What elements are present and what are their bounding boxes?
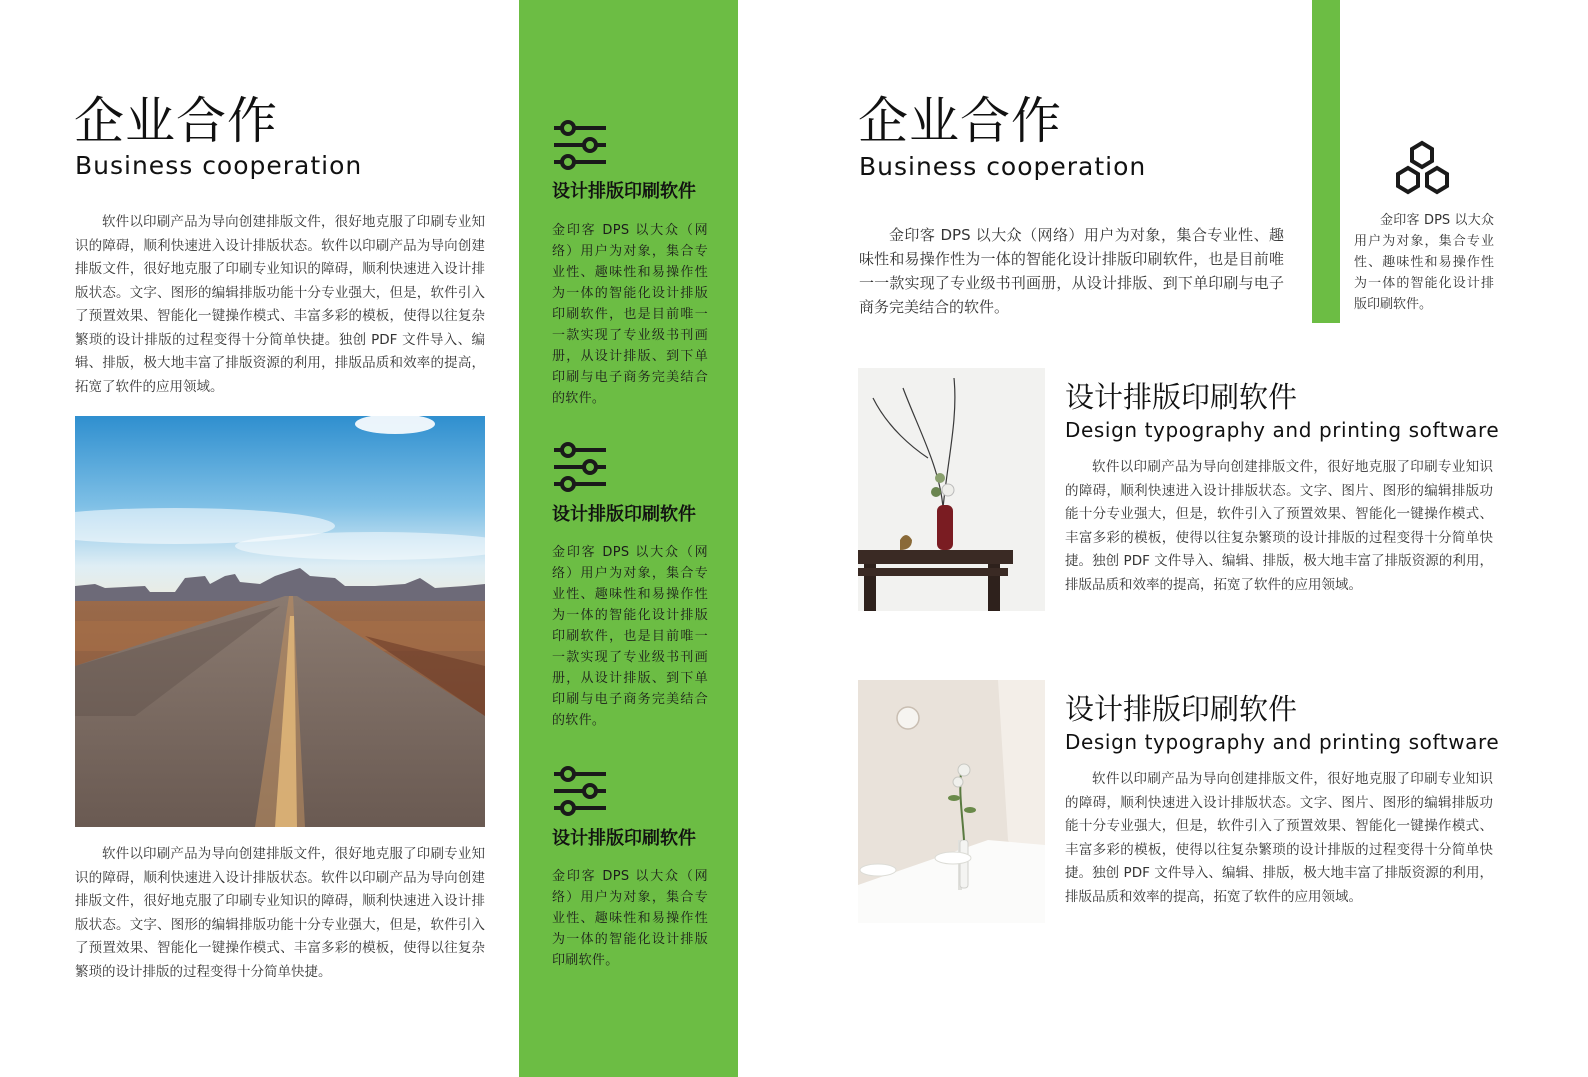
strip-item-text: 金印客 DPS 以大众（网络）用户为对象，集合专业性、趣味性和易操作性为一体的智能化设计排版印刷软件，也是目前唯一一款实现了专业级书刊画册，从设计排版、到下单印刷与电子商务完美结合的软件。 <box>552 545 708 728</box>
left-title-en: Business cooperation <box>75 151 363 180</box>
vase-table-photo <box>858 368 1045 611</box>
right-intro: 金印客 DPS 以大众（网络）用户为对象，集合专业性、趣味性和易操作性为一体的智能化设计排版印刷软件，也是目前唯一一款实现了专业级书刊画册，从设计排版、到下单印刷与电子商务完美结合的软件。 <box>859 226 1284 316</box>
right-accent-bar <box>1312 0 1340 323</box>
strip-item-title: 设计排版印刷软件 <box>552 828 696 849</box>
strip-item-title: 设计排版印刷软件 <box>552 504 696 525</box>
sliders-icon <box>552 118 610 174</box>
left-title-zh: 企业合作 <box>74 92 278 150</box>
desert-road-photo <box>75 416 485 827</box>
white-vase-photo <box>858 680 1045 923</box>
left-paragraph-1: 软件以印刷产品为导向创建排版文件，很好地克服了印刷专业知识的障碍，顺利快速进入设计排版状态。软件以印刷产品为导向创建排版文件，很好地克服了印刷专业知识的障碍，顺利快速进入设计排版状态。文字、图形的编辑排版功能十分专业强大，但是，软件引入了预置效果、智能化一键操作模式、丰富多彩的模板，使得以往复杂繁琐的设计排版的过程变得十分简单快捷。独创 PDF 文件导入、编辑、排版，极大地丰富了排版资源的利用，排版品质和效率的提高，拓宽了软件的应用领域。 <box>75 214 485 395</box>
feature-subtitle: Design typography and printing software <box>1065 730 1500 754</box>
feature-text: 软件以印刷产品为导向创建排版文件，很好地克服了印刷专业知识的障碍，顺利快速进入设计排版状态。文字、图片、图形的编辑排版功能十分专业强大，但是，软件引入了预置效果、智能化一键操作模式、丰富多彩的模板，使得以往复杂繁琐的设计排版的过程变得十分简单快捷。独创 PDF 文件导入、编辑、排版，极大地丰富了排版资源的利用，排版品质和效率的提高，拓宽了软件的应用领域。 <box>1065 459 1493 593</box>
sliders-icon <box>552 764 610 820</box>
feature-text: 软件以印刷产品为导向创建排版文件，很好地克服了印刷专业知识的障碍，顺利快速进入设计排版状态。文字、图片、图形的编辑排版功能十分专业强大，但是，软件引入了预置效果、智能化一键操作模式、丰富多彩的模板，使得以往复杂繁琐的设计排版的过程变得十分简单快捷。独创 PDF 文件导入、编辑、排版，极大地丰富了排版资源的利用，排版品质和效率的提高，拓宽了软件的应用领域。 <box>1065 771 1493 905</box>
right-title-en: Business cooperation <box>859 152 1147 181</box>
right-title-zh: 企业合作 <box>858 92 1062 150</box>
strip-item-text: 金印客 DPS 以大众（网络）用户为对象，集合专业性、趣味性和易操作性为一体的智能化设计排版印刷软件，也是目前唯一一款实现了专业级书刊画册，从设计排版、到下单印刷与电子商务完美结合的软件。 <box>552 223 708 406</box>
feature-title: 设计排版印刷软件 <box>1065 380 1298 414</box>
strip-item-title: 设计排版印刷软件 <box>552 181 696 202</box>
feature-subtitle: Design typography and printing software <box>1065 418 1500 442</box>
strip-item-text: 金印客 DPS 以大众（网络）用户为对象，集合专业性、趣味性和易操作性为一体的智能化设计排版印刷软件。 <box>552 869 708 968</box>
sliders-icon <box>552 440 610 496</box>
right-side-text: 金印客 DPS 以大众用户为对象，集合专业性、趣味性和易操作性为一体的智能化设计排版印刷软件。 <box>1354 213 1494 312</box>
hexagons-icon <box>1393 140 1453 196</box>
left-paragraph-2: 软件以印刷产品为导向创建排版文件，很好地克服了印刷专业知识的障碍，顺利快速进入设计排版状态。软件以印刷产品为导向创建排版文件，很好地克服了印刷专业知识的障碍，顺利快速进入设计排版状态。文字、图形的编辑排版功能十分专业强大，但是，软件引入了预置效果、智能化一键操作模式、丰富多彩的模板，使得以往复杂繁琐的设计排版的过程变得十分简单快捷。 <box>75 846 485 980</box>
feature-title: 设计排版印刷软件 <box>1065 692 1298 726</box>
